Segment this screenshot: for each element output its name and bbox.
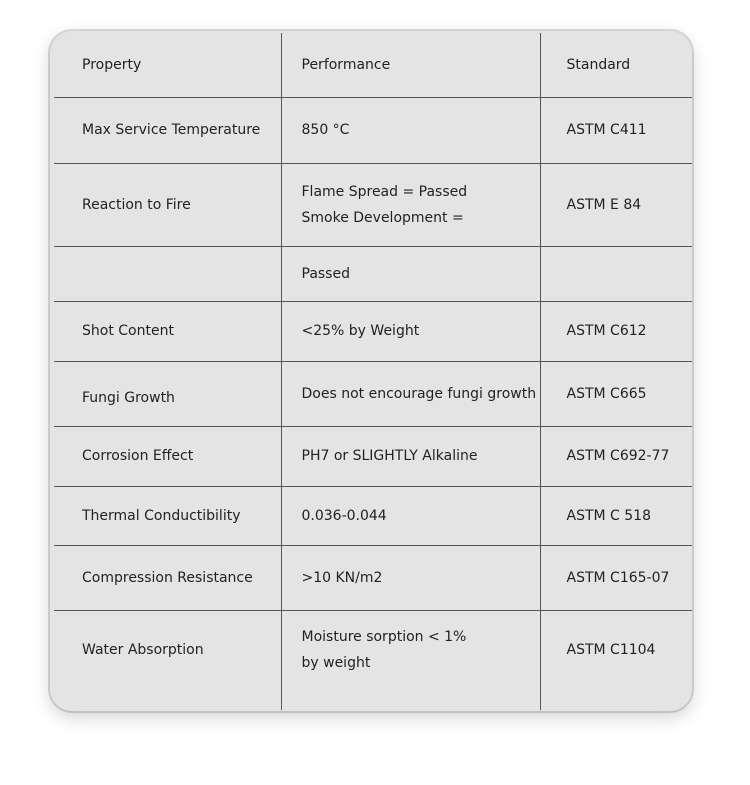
performance-cell: 0.036-0.044 [281,486,540,545]
performance-cell [281,163,540,246]
table-row [54,610,692,710]
standard-cell: ASTM E 84 [540,163,692,246]
table-row [54,361,692,426]
property-cell: Corrosion Effect [54,426,281,486]
performance-cell: PH7 or SLIGHTLY Alkaline [281,426,540,486]
property-cell: Thermal Conductibility [54,486,281,545]
performance-line: Smoke Development = [301,209,464,226]
spec-card [50,31,692,711]
standard-cell: ASTM C1104 [540,610,692,710]
performance-cell: >10 KN/m2 [281,545,540,610]
standard-cell [540,246,692,301]
property-cell: Water Absorption [54,610,281,710]
standard-cell: ASTM C665 [540,361,692,426]
standard-cell: ASTM C411 [540,97,692,163]
performance-line: Flame Spread = Passed [301,183,468,200]
table-header-row [54,33,692,97]
property-cell: Reaction to Fire [54,163,281,246]
standard-cell: ASTM C692-77 [540,426,692,486]
table-row [54,486,692,545]
standard-cell: ASTM C 518 [540,486,692,545]
performance-cell: Does not encourage fungi growth [281,361,540,426]
table-row [54,97,692,163]
header-performance: Performance [281,33,540,97]
header-standard: Standard [540,33,692,97]
property-cell [54,246,281,301]
property-cell: Shot Content [54,301,281,361]
spec-table [54,33,692,710]
table-row [54,301,692,361]
standard-cell: ASTM C165-07 [540,545,692,610]
standard-cell: ASTM C612 [540,301,692,361]
performance-line: by weight [301,655,371,672]
table-row [54,545,692,610]
performance-line: Moisture sorption < 1% [301,629,467,646]
table-row [54,246,692,301]
performance-cell: 850 °C [281,97,540,163]
performance-cell: <25% by Weight [281,301,540,361]
property-cell: Max Service Temperature [54,97,281,163]
property-cell: Fungi Growth [54,361,281,426]
performance-cell: Passed [281,246,540,301]
property-cell: Compression Resistance [54,545,281,610]
performance-cell [281,610,540,710]
header-property: Property [82,56,142,73]
table-row [54,426,692,486]
table-row [54,163,692,246]
